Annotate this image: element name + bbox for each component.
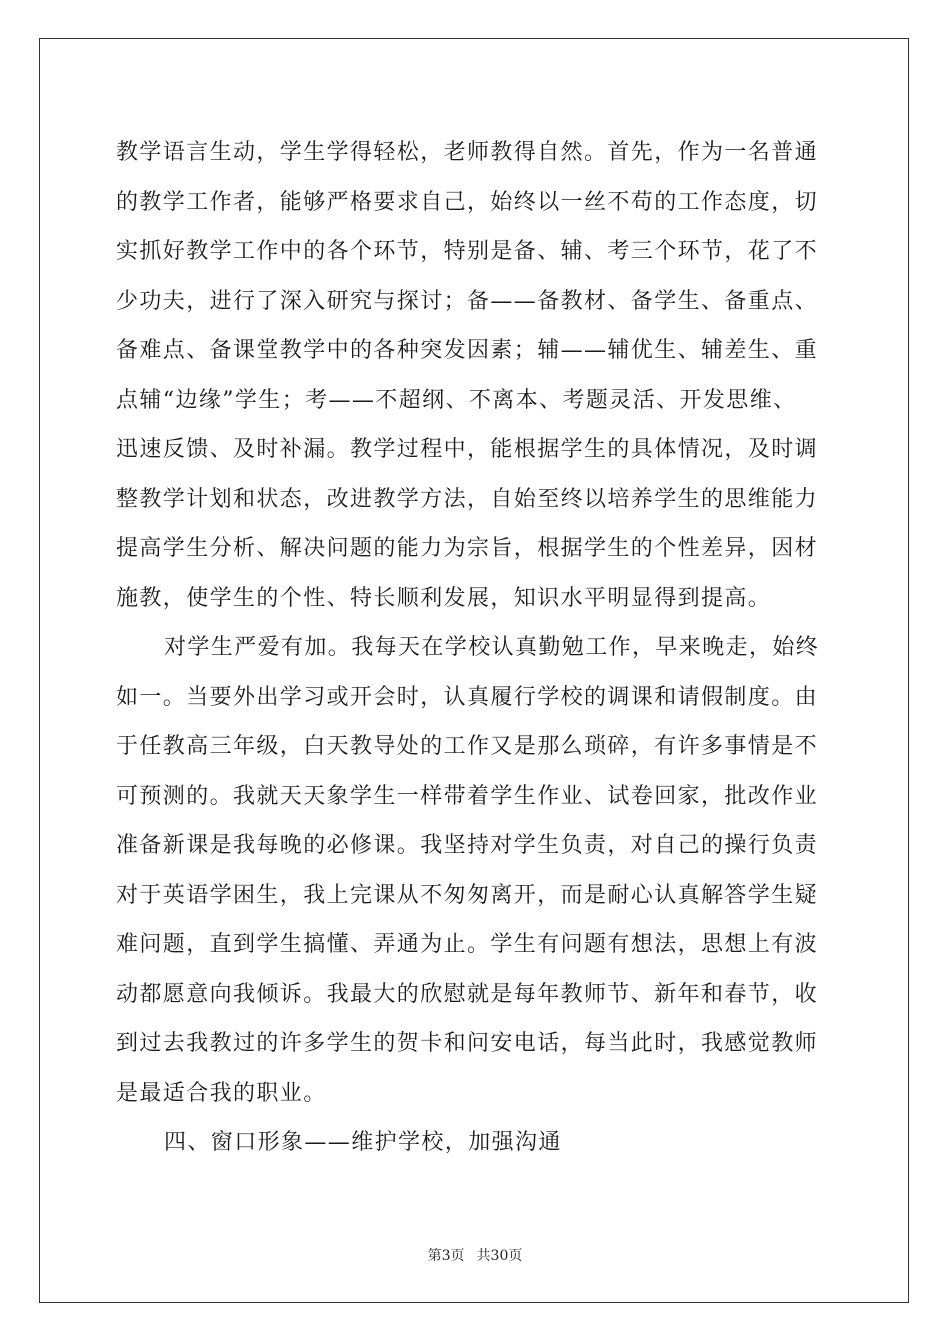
- page-total: 共30页: [476, 1248, 523, 1264]
- text-line: 实抓好教学工作中的各个环节，特别是备、辅、考三个环节，花了不: [116, 239, 819, 264]
- text-line: 准备新课是我每晚的必修课。我坚持对学生负责，对自己的操行负责: [116, 833, 819, 858]
- text-line: 教学语言生动，学生学得轻松，老师教得自然。首先，作为一名普通: [116, 140, 819, 165]
- text-line: 的教学工作者，能够严格要求自己，始终以一丝不苟的工作态度，切: [116, 189, 819, 215]
- text-line: 可预测的。我就天天象学生一样带着学生作业、试卷回家，批改作业: [116, 783, 819, 809]
- paragraph-start-line: 对学生严爱有加。我每天在学校认真勤勉工作，早来晚走，始终: [164, 635, 820, 660]
- text-line: 对于英语学困生，我上完课从不匆匆离开，而是耐心认真解答学生疑: [116, 882, 819, 908]
- text-line: 备难点、备课堂教学中的各种突发因素；辅——辅优生、辅差生、重: [116, 338, 819, 363]
- text-line: 施教，使学生的个性、特长顺利发展，知识水平明显得到提高。: [116, 585, 772, 611]
- section-heading: 四、窗口形象——维护学校，加强沟通: [164, 1130, 562, 1155]
- text-line: 如一。当要外出学习或开会时，认真履行学校的调课和请假制度。由: [116, 684, 819, 710]
- text-line: 迅速反馈、及时补漏。教学过程中，能根据学生的具体情况，及时调: [116, 437, 819, 462]
- document-body: [116, 128, 836, 1168]
- text-line: 到过去我教过的许多学生的贺卡和问安电话，每当此时，我感觉教师: [116, 1031, 819, 1056]
- text-line: 提高学生分析、解决问题的能力为宗旨，根据学生的个性差异，因材: [116, 536, 819, 561]
- text-line: 少功夫，进行了深入研究与探讨；备——备教材、备学生、备重点、: [116, 288, 819, 314]
- text-line: 难问题，直到学生搞懂、弄通为止。学生有问题有想法，思想上有波: [116, 932, 819, 957]
- text-line: 点辅“边缘”学生；考——不超纲、不离本、考题灵活、开发思维、: [116, 387, 797, 413]
- text-line: 于任教高三年级，白天教导处的工作又是那么琐碎，有许多事情是不: [116, 734, 819, 759]
- text-line: 动都愿意向我倾诉。我最大的欣慰就是每年教师节、新年和春节，收: [116, 981, 819, 1007]
- page-footer: [0, 1245, 950, 1265]
- text-line: 是最适合我的职业。: [116, 1080, 327, 1106]
- page-number: 第3页: [427, 1248, 465, 1264]
- text-line: 整教学计划和状态，改进教学方法，自始至终以培养学生的思维能力: [116, 486, 819, 512]
